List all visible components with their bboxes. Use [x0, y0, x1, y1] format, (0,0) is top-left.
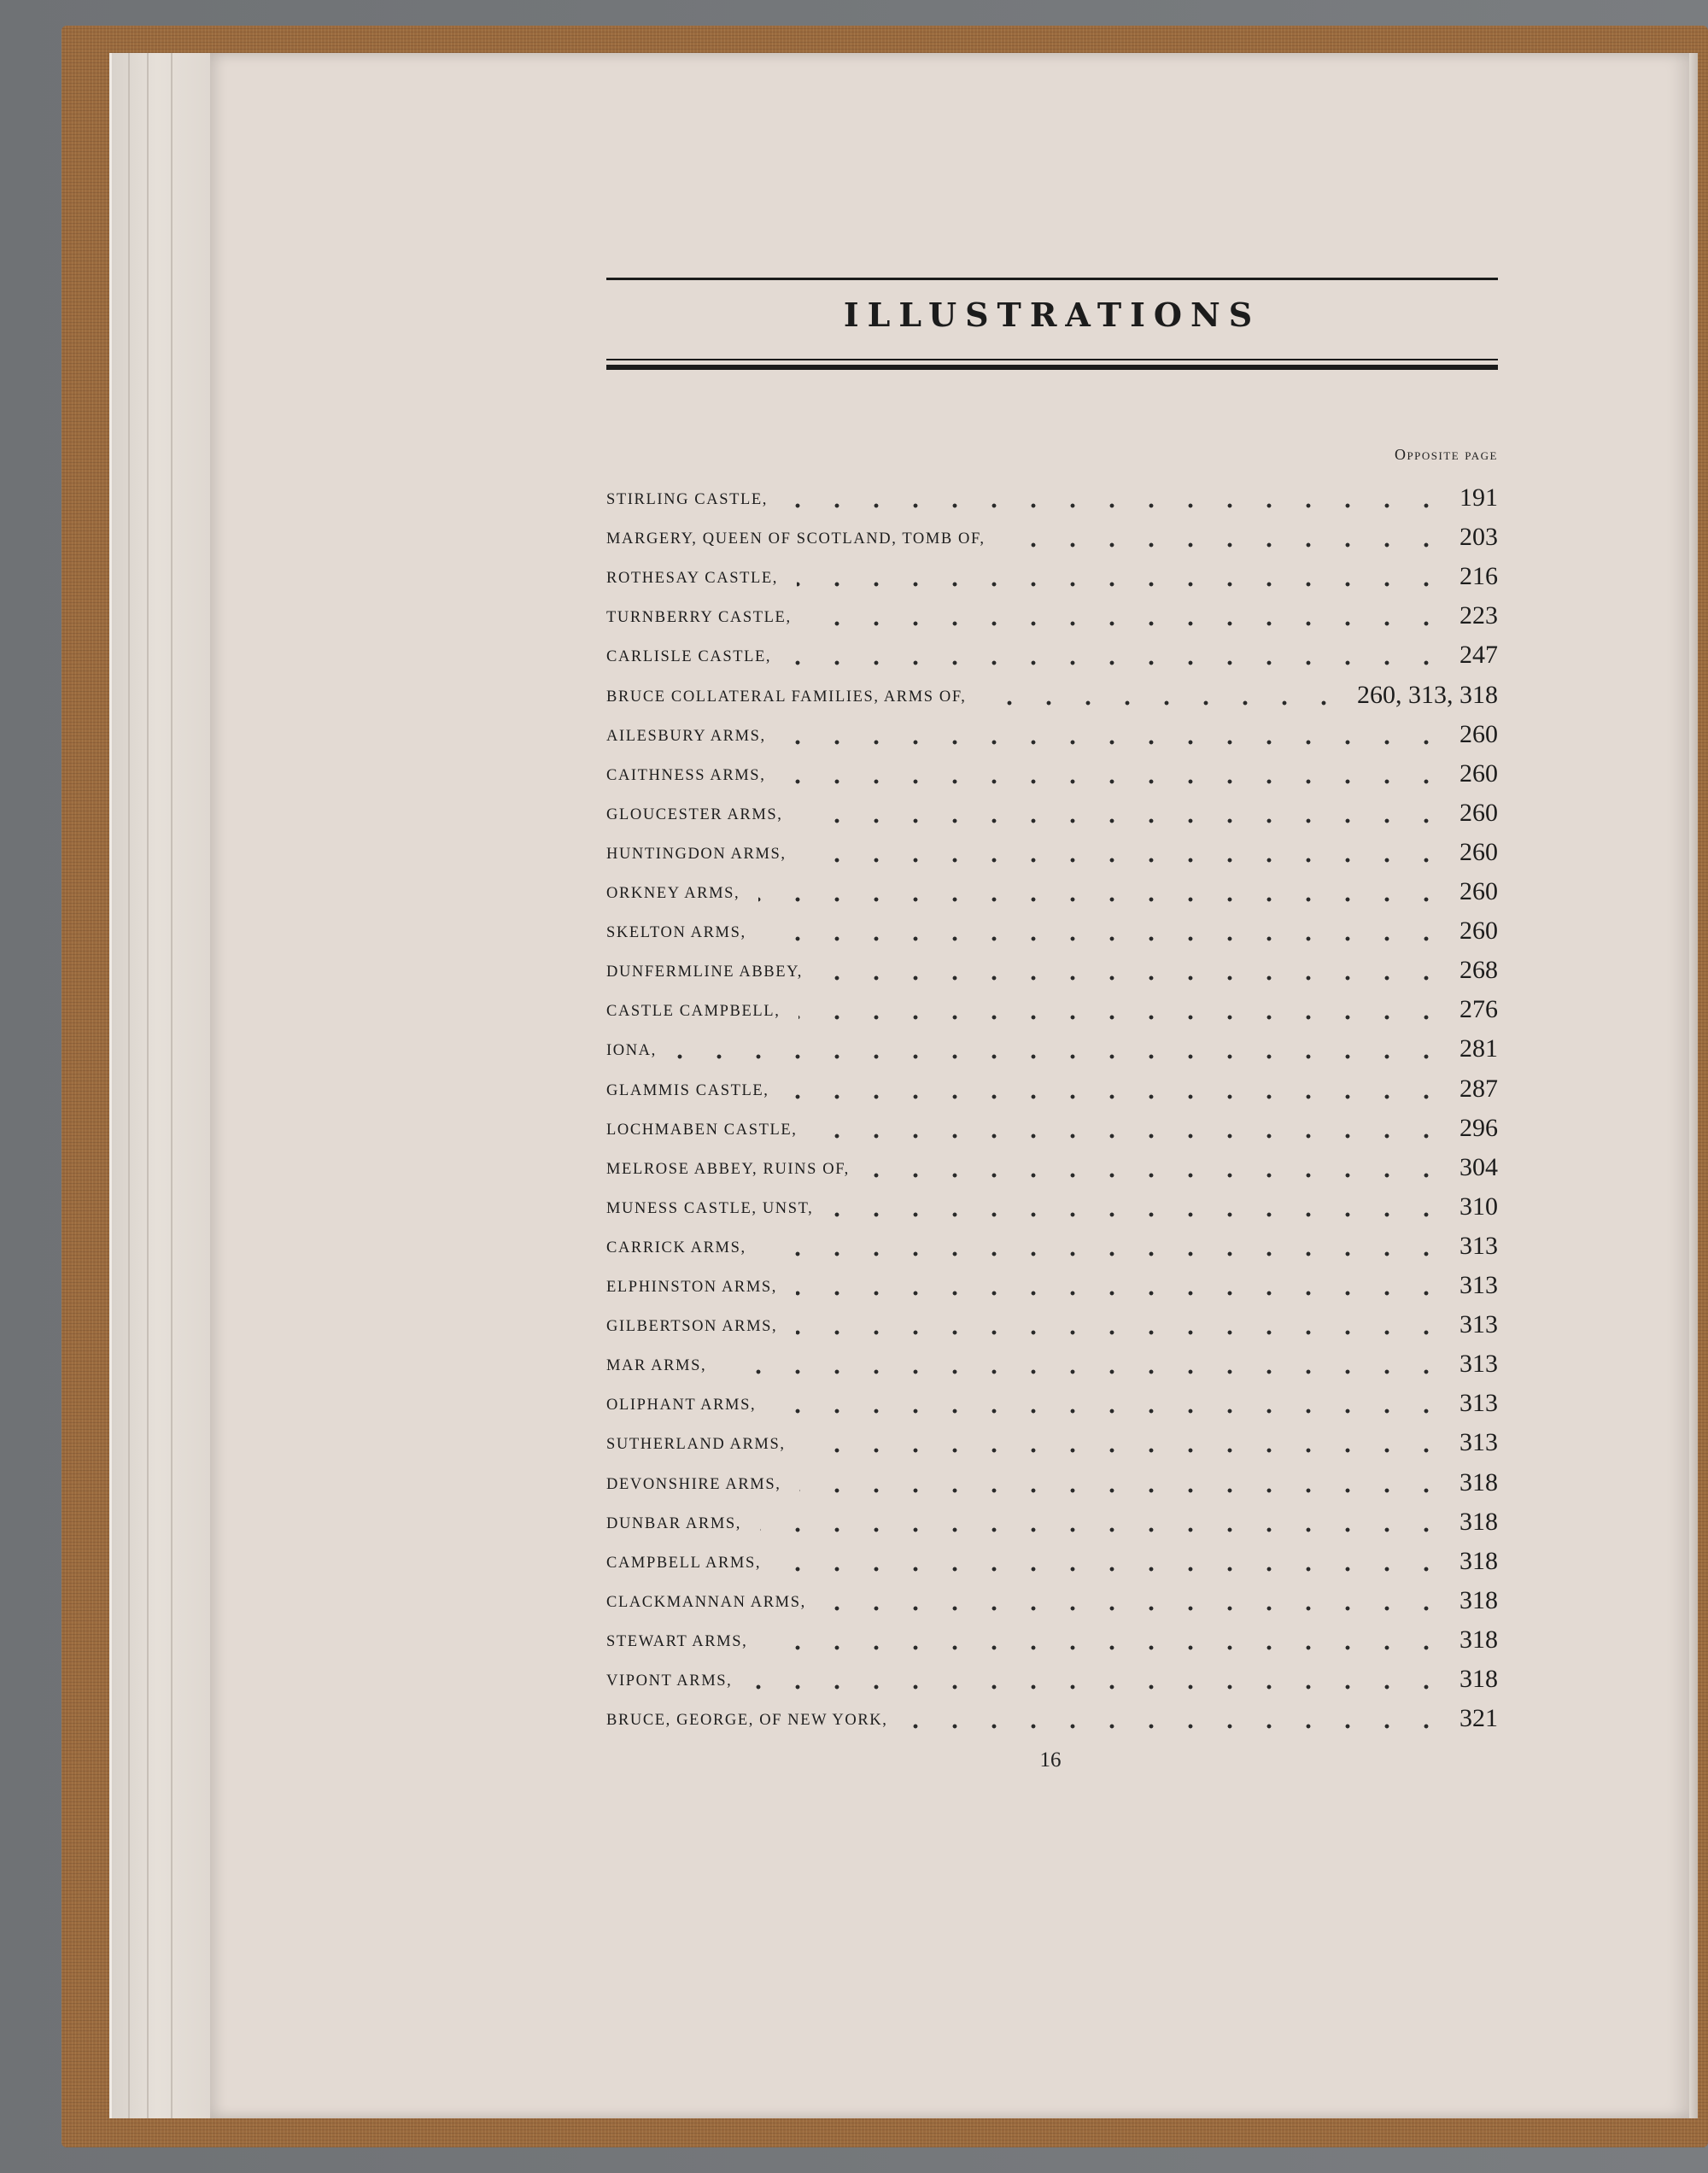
list-item: [606, 676, 1498, 713]
list-item: [606, 754, 1498, 792]
illustration-title: GLAMMIS CASTLE,: [606, 1081, 769, 1099]
dot-leader: [797, 582, 1446, 587]
dot-leader: [802, 818, 1446, 823]
dot-leader: [796, 1291, 1446, 1296]
list-item: [606, 557, 1498, 594]
list-item: [606, 1227, 1498, 1264]
list-item: [606, 1542, 1498, 1579]
opposite-page-number: 318: [1459, 1625, 1498, 1654]
dot-leader: [798, 1015, 1446, 1020]
list-item: [606, 1699, 1498, 1737]
opposite-page-number: 260: [1459, 837, 1498, 866]
list-item: [606, 1660, 1498, 1697]
opposite-page-number: 260: [1459, 798, 1498, 827]
list-item: [606, 990, 1498, 1028]
illustration-title: TURNBERRY CASTLE,: [606, 609, 792, 627]
dot-leader: [822, 975, 1446, 981]
opposite-page-number: 260, 313, 318: [1357, 680, 1498, 709]
dot-leader: [810, 621, 1446, 626]
dot-leader: [676, 1054, 1446, 1059]
illustration-title: LOCHMABEN CASTLE,: [606, 1121, 798, 1139]
list-item: [606, 1620, 1498, 1658]
opposite-page-number: 313: [1459, 1389, 1498, 1418]
heading-rule-thick: [606, 365, 1498, 370]
flyleaf-edge: [147, 53, 149, 2118]
dot-leader: [758, 897, 1446, 902]
illustration-title: OLIPHANT ARMS,: [606, 1397, 757, 1414]
opposite-page-number: 304: [1459, 1152, 1498, 1181]
opposite-page-number: 276: [1459, 995, 1498, 1024]
list-item: [606, 715, 1498, 753]
dot-leader: [765, 1251, 1446, 1256]
dot-leader: [787, 503, 1446, 508]
illustration-title: CAITHNESS ARMS,: [606, 766, 766, 784]
dot-leader: [1004, 542, 1446, 548]
illustration-title: STEWART ARMS,: [606, 1632, 748, 1650]
heading-rule-thin: [606, 359, 1498, 360]
dot-leader: [780, 1567, 1446, 1572]
opposite-page-number: 281: [1459, 1034, 1498, 1063]
list-item: [606, 1029, 1498, 1067]
opposite-page-number: 260: [1459, 877, 1498, 905]
dot-leader: [825, 1606, 1446, 1611]
list-item: [606, 518, 1498, 555]
list-item: [606, 1502, 1498, 1540]
list-item: [606, 1305, 1498, 1343]
list-item: [606, 911, 1498, 949]
dot-leader: [805, 858, 1446, 863]
opposite-page-number: 310: [1459, 1192, 1498, 1221]
list-item: [606, 794, 1498, 831]
illustration-title: HUNTINGDON ARMS,: [606, 845, 787, 863]
dot-leader: [985, 700, 1343, 706]
opposite-page-number: 260: [1459, 758, 1498, 788]
dot-leader: [766, 1645, 1446, 1650]
opposite-page-number: 318: [1459, 1507, 1498, 1536]
opposite-page-number: 260: [1459, 917, 1498, 946]
opposite-page-number: 313: [1459, 1428, 1498, 1457]
illustration-title: VIPONT ARMS,: [606, 1672, 733, 1690]
illustration-title: MAR ARMS,: [606, 1357, 707, 1375]
illustration-title: IONA,: [606, 1042, 657, 1060]
flyleaves: [109, 53, 223, 2118]
list-item: [606, 872, 1498, 910]
illustration-title: STIRLING CASTLE,: [606, 491, 769, 508]
list-item: [606, 636, 1498, 673]
dot-leader: [775, 1409, 1446, 1414]
opposite-page-number: 318: [1459, 1467, 1498, 1496]
dot-leader: [832, 1212, 1446, 1217]
illustration-title: GLOUCESTER ARMS,: [606, 805, 783, 823]
list-item: [606, 951, 1498, 988]
illustration-title: DUNFERMLINE ABBEY,: [606, 964, 803, 981]
dot-leader: [765, 936, 1446, 941]
list-item: [606, 1384, 1498, 1421]
dot-leader: [790, 660, 1446, 665]
dot-leader: [906, 1724, 1446, 1729]
opposite-page-number: 223: [1459, 601, 1498, 630]
opposite-page-number: 203: [1459, 523, 1498, 552]
opposite-page-number: 318: [1459, 1585, 1498, 1614]
list-item: [606, 833, 1498, 870]
dot-leader: [785, 740, 1446, 745]
dot-leader: [804, 1448, 1446, 1453]
dot-leader: [869, 1173, 1446, 1178]
opposite-page-number: 216: [1459, 562, 1498, 591]
illustration-title: GILBERTSON ARMS,: [606, 1318, 778, 1336]
list-item: [606, 1069, 1498, 1107]
opposite-page-number: 318: [1459, 1665, 1498, 1693]
dot-leader: [784, 779, 1446, 784]
illustration-title: CASTLE CAMPBELL,: [606, 1003, 781, 1021]
list-item: [606, 1148, 1498, 1186]
illustration-title: CLACKMANNAN ARMS,: [606, 1593, 806, 1611]
illustration-title: DUNBAR ARMS,: [606, 1514, 741, 1532]
flyleaf-edge: [128, 53, 130, 2118]
illustration-title: BRUCE, GEORGE, OF NEW YORK,: [606, 1712, 888, 1730]
list-item: [606, 596, 1498, 634]
illustration-title: CARLISLE CASTLE,: [606, 648, 772, 666]
illustration-title: DEVONSHIRE ARMS,: [606, 1475, 781, 1493]
illustration-title: ROTHESAY CASTLE,: [606, 570, 779, 588]
dot-leader: [725, 1369, 1446, 1374]
dot-leader: [760, 1527, 1446, 1532]
illustration-title: ELPHINSTON ARMS,: [606, 1279, 778, 1296]
opposite-page-number: 287: [1459, 1074, 1498, 1103]
page-heading: ILLUSTRATIONS: [843, 296, 1261, 334]
list-item: [606, 1463, 1498, 1501]
list-item: [606, 1109, 1498, 1146]
illustration-title: SKELTON ARMS,: [606, 924, 746, 942]
flyleaf-edge: [171, 53, 173, 2118]
illustration-title: MARGERY, QUEEN OF SCOTLAND, TOMB OF,: [606, 530, 986, 548]
list-item: [606, 1266, 1498, 1303]
opposite-page-number: 260: [1459, 719, 1498, 748]
opposite-page-number: 268: [1459, 956, 1498, 985]
dot-leader: [816, 1133, 1446, 1139]
list-item: [606, 1581, 1498, 1619]
list-item: [606, 478, 1498, 516]
opposite-page-number: 313: [1459, 1231, 1498, 1260]
opposite-page-number: 321: [1459, 1704, 1498, 1733]
dot-leader: [788, 1094, 1446, 1099]
illustration-title: MUNESS CASTLE, UNST,: [606, 1199, 814, 1217]
illustration-title: ORKNEY ARMS,: [606, 885, 740, 902]
illustration-title: MELROSE ABBEY, RUINS OF,: [606, 1160, 850, 1178]
top-rule: [606, 278, 1498, 280]
column-header-opposite-page: Opposite page: [1394, 446, 1498, 463]
list-item: [606, 1187, 1498, 1225]
dot-leader: [751, 1684, 1446, 1690]
list-item: [606, 1344, 1498, 1382]
opposite-page-number: 191: [1459, 483, 1498, 512]
illustration-title: BRUCE COLLATERAL FAMILIES, ARMS OF,: [606, 688, 967, 706]
illustration-title: SUTHERLAND ARMS,: [606, 1436, 786, 1454]
list-item: [606, 1423, 1498, 1461]
opposite-page-number: 313: [1459, 1350, 1498, 1379]
opposite-page-number: 296: [1459, 1113, 1498, 1142]
dot-leader: [796, 1330, 1446, 1335]
illustration-title: CAMPBELL ARMS,: [606, 1554, 762, 1572]
opposite-page-number: 313: [1459, 1310, 1498, 1339]
illustration-title: AILESBURY ARMS,: [606, 727, 766, 745]
dot-leader: [799, 1488, 1446, 1493]
opposite-page-number: 318: [1459, 1546, 1498, 1575]
page-number: 16: [1039, 1748, 1062, 1772]
opposite-page-number: 313: [1459, 1271, 1498, 1299]
illustration-title: CARRICK ARMS,: [606, 1239, 746, 1256]
opposite-page-number: 247: [1459, 641, 1498, 670]
